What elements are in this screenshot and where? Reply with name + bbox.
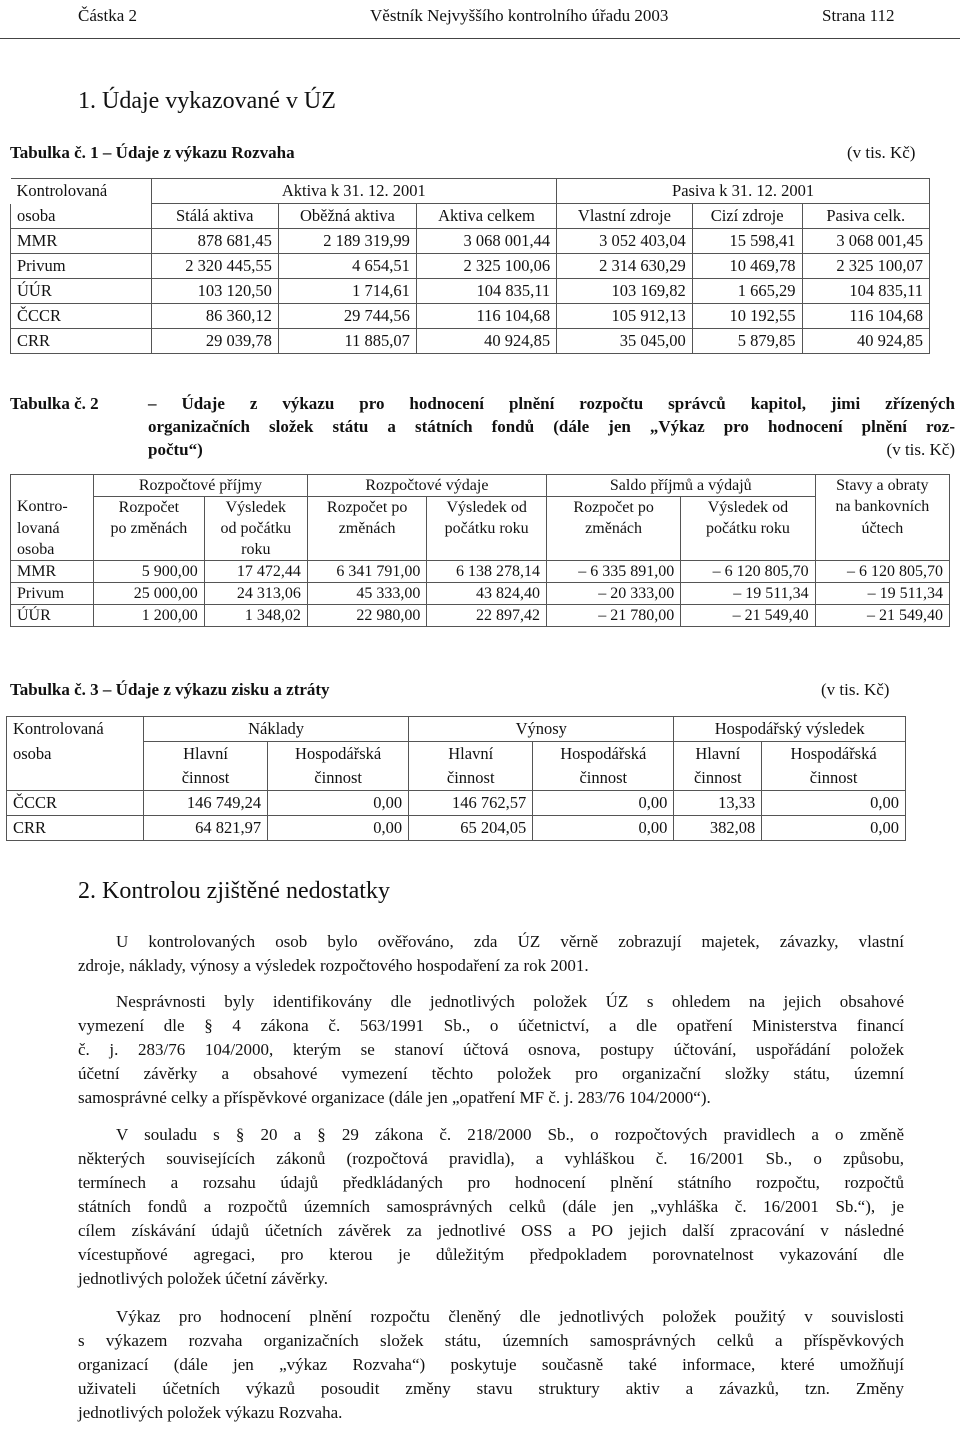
- cell: 35 045,00: [557, 329, 693, 354]
- group-costs: Náklady: [144, 717, 409, 742]
- cell: 146 749,24: [144, 791, 268, 816]
- column-header: Hospodářská: [533, 742, 674, 767]
- cell: 6 138 278,14: [427, 561, 547, 583]
- group-pasiva: Pasiva k 31. 12. 2001: [557, 179, 930, 204]
- paragraph-3: [78, 1123, 904, 1291]
- text-line: vícestupňové agregaci, pro kterou je důležitým předpokladem porovnatelnost vykazování dle: [78, 1245, 904, 1264]
- cell: 2 325 100,06: [416, 254, 556, 279]
- text-line: organizací (dále jen „výkaz Rozvaha“) poskytuje současně také informace, které umožňují: [78, 1355, 904, 1374]
- cell: 15 598,41: [692, 229, 802, 254]
- row-entity: ČCCR: [11, 304, 152, 329]
- cell: 0,00: [762, 791, 906, 816]
- table-row: [7, 791, 906, 816]
- group-revenue: Rozpočtové příjmy: [94, 475, 308, 497]
- cell: – 6 120 805,70: [681, 561, 815, 583]
- cell: 116 104,68: [416, 304, 556, 329]
- cell: 22 897,42: [427, 605, 547, 627]
- cell: 104 835,11: [416, 279, 556, 304]
- cell: – 21 549,40: [681, 605, 815, 627]
- table3-caption: Tabulka č. 3 – Údaje z výkazu zisku a ztráty: [10, 680, 330, 699]
- table2-caption-line: – Údaje z výkazu pro hodnocení plnění rozpočtu správců kapitol, jimi zřízených: [148, 394, 955, 413]
- table-row: [11, 304, 930, 329]
- column-header: účtech: [815, 518, 949, 539]
- column-header: Hlavní: [409, 742, 533, 767]
- table2-caption-line: organizačních složek státu a státních fondů (dále jen „Výkaz pro hodnocení plnění roz-: [148, 417, 955, 436]
- cell: 878 681,45: [151, 229, 278, 254]
- cell: 146 762,57: [409, 791, 533, 816]
- cell: 3 068 001,44: [416, 229, 556, 254]
- column-header: počátku roku: [427, 518, 547, 539]
- cell: 2 325 100,07: [802, 254, 929, 279]
- text-line: účetní závěrky a obsahové vymezení těchto položek pro organizační složky státu, územní: [78, 1064, 904, 1083]
- entity-label: osoba: [11, 204, 152, 229]
- table2: [10, 474, 950, 627]
- cell: 43 824,40: [427, 583, 547, 605]
- column-header: změnách: [546, 518, 680, 539]
- cell: 0,00: [268, 791, 409, 816]
- column-header: činnost: [762, 766, 906, 791]
- text-line: U kontrolovaných osob bylo ověřováno, zda ÚZ věrně zobrazují majetek, závazky, vlastní: [116, 932, 904, 951]
- text-line: Výkaz pro hodnocení plnění rozpočtu členěný dle jednotlivých položek použitý v souvislosti: [116, 1307, 904, 1326]
- text-line: jednotlivých položek účetní závěrky.: [78, 1269, 329, 1288]
- cell: 105 912,13: [557, 304, 693, 329]
- cell: 103 169,82: [557, 279, 693, 304]
- cell: 17 472,44: [204, 561, 307, 583]
- column-header: Hlavní: [674, 742, 762, 767]
- table-row: [11, 329, 930, 354]
- table1: [10, 178, 930, 354]
- text-line: státních fondů a rozpočtů územních samosprávných celků (dále jen „vyhláška č. 16/2001 Sb.“), je: [78, 1197, 904, 1216]
- column-header: Výsledek od: [681, 497, 815, 519]
- entity-label: osoba: [11, 539, 94, 561]
- column-header: počátku roku: [681, 518, 815, 539]
- cell: 104 835,11: [802, 279, 929, 304]
- row-entity: MMR: [11, 229, 152, 254]
- table3: [6, 716, 906, 841]
- paragraph-2: [78, 990, 904, 1110]
- group-aktiva: Aktiva k 31. 12. 2001: [151, 179, 557, 204]
- text-line: s výkazem rozvaha organizačních složek státu, územních samosprávných celků a příspěvkových: [78, 1331, 904, 1350]
- group-result: Hospodářský výsledek: [674, 717, 906, 742]
- cell: 11 885,07: [278, 329, 416, 354]
- cell: 2 314 630,29: [557, 254, 693, 279]
- column-header: Rozpočet: [94, 497, 205, 519]
- text-line: V souladu s § 20 a § 29 zákona č. 218/2000 Sb., o rozpočtových pravidlech a o změně: [116, 1125, 904, 1144]
- page-header: [0, 0, 960, 39]
- column-header: Pasiva celk.: [802, 204, 929, 229]
- cell: 40 924,85: [802, 329, 929, 354]
- table1-caption: Tabulka č. 1 – Údaje z výkazu Rozvaha: [10, 143, 295, 162]
- group-expenditure: Rozpočtové výdaje: [307, 475, 546, 497]
- cell: 5 900,00: [94, 561, 205, 583]
- entity-label: Kontrolovaná: [7, 717, 144, 742]
- cell: 10 469,78: [692, 254, 802, 279]
- cell: 4 654,51: [278, 254, 416, 279]
- cell: 1 665,29: [692, 279, 802, 304]
- cell: – 21 780,00: [546, 605, 680, 627]
- entity-label: Kontrolovaná: [11, 179, 152, 204]
- table1-unit: (v tis. Kč): [847, 143, 916, 162]
- column-header: Hospodářská: [268, 742, 409, 767]
- table2-unit: (v tis. Kč): [886, 440, 955, 459]
- group-bank: Stavy a obraty: [815, 475, 949, 497]
- column-header: činnost: [409, 766, 533, 791]
- column-header: činnost: [674, 766, 762, 791]
- group-balance: Saldo příjmů a výdajů: [546, 475, 815, 497]
- cell: 65 204,05: [409, 816, 533, 841]
- row-entity: ÚÚR: [11, 605, 94, 627]
- column-header: na bankovních: [815, 497, 949, 519]
- cell: 10 192,55: [692, 304, 802, 329]
- cell: – 21 549,40: [815, 605, 949, 627]
- header-page: Strana 112: [822, 6, 895, 25]
- column-header: činnost: [144, 766, 268, 791]
- column-header: Vlastní zdroje: [557, 204, 693, 229]
- column-header: Stálá aktiva: [151, 204, 278, 229]
- paragraph-1: [78, 930, 904, 978]
- table-row: [11, 279, 930, 304]
- table3-unit: (v tis. Kč): [821, 680, 890, 699]
- cell: 6 341 791,00: [307, 561, 427, 583]
- section2-title: 2. Kontrolou zjištěné nedostatky: [78, 878, 390, 904]
- text-line: některých souvisejících zákonů (rozpočtová pravidla), a vyhláškou č. 16/2001 Sb., o způsobu,: [78, 1149, 904, 1168]
- column-header: roku: [204, 539, 307, 561]
- text-line: č. j. 283/76 104/2000, kterým se stanoví účtová osnova, postupy účtování, uspořádání položek: [78, 1040, 904, 1059]
- text-line: zdroje, náklady, výnosy a výsledek rozpočtového hospodaření za rok 2001.: [78, 956, 589, 975]
- row-entity: ČCCR: [7, 791, 144, 816]
- cell: 24 313,06: [204, 583, 307, 605]
- column-header: Rozpočet po: [546, 497, 680, 519]
- cell: 40 924,85: [416, 329, 556, 354]
- cell: 5 879,85: [692, 329, 802, 354]
- row-entity: CRR: [11, 329, 152, 354]
- cell: – 6 120 805,70: [815, 561, 949, 583]
- column-header: činnost: [268, 766, 409, 791]
- cell: 3 052 403,04: [557, 229, 693, 254]
- cell: 0,00: [762, 816, 906, 841]
- text-line: Nesprávnosti byly identifikovány dle jednotlivých položek ÚZ s ohledem na jejich obsahové: [116, 992, 904, 1011]
- cell: 1 714,61: [278, 279, 416, 304]
- group-revenues: Výnosy: [409, 717, 674, 742]
- column-header: činnost: [533, 766, 674, 791]
- column-header: od počátku: [204, 518, 307, 539]
- cell: 1 348,02: [204, 605, 307, 627]
- table2-caption-line: počtu“): [148, 440, 203, 459]
- cell: 29 744,56: [278, 304, 416, 329]
- column-header: Cizí zdroje: [692, 204, 802, 229]
- column-header: změnách: [307, 518, 427, 539]
- cell: 22 980,00: [307, 605, 427, 627]
- column-header: Hospodářská: [762, 742, 906, 767]
- cell: – 6 335 891,00: [546, 561, 680, 583]
- column-header: Výsledek: [204, 497, 307, 519]
- cell: – 20 333,00: [546, 583, 680, 605]
- row-entity: MMR: [11, 561, 94, 583]
- table-row: [11, 583, 950, 605]
- table-row: [11, 561, 950, 583]
- cell: 382,08: [674, 816, 762, 841]
- entity-label: lovaná: [11, 518, 94, 539]
- cell: 13,33: [674, 791, 762, 816]
- text-line: uživateli účetních výkazů posoudit změny stavu struktury aktiv a závazků, tzn. Změny: [78, 1379, 904, 1398]
- column-header: po změnách: [94, 518, 205, 539]
- text-line: vymezení dle § 4 zákona č. 563/1991 Sb., o účetnictví, a dle opatření Ministerstva financí: [78, 1016, 904, 1035]
- text-line: termínech a rozsahu údajů předkládaných pro hodnocení plnění státního rozpočtu, rozpočtů: [78, 1173, 904, 1192]
- text-line: jednotlivých položek výkazu Rozvaha.: [78, 1403, 343, 1422]
- entity-label: Kontro-: [11, 497, 94, 519]
- cell: 64 821,97: [144, 816, 268, 841]
- cell: – 19 511,34: [681, 583, 815, 605]
- cell: 29 039,78: [151, 329, 278, 354]
- column-header: Oběžná aktiva: [278, 204, 416, 229]
- row-entity: Privum: [11, 583, 94, 605]
- cell: – 19 511,34: [815, 583, 949, 605]
- header-part: Částka 2: [78, 6, 138, 25]
- column-header: Hlavní: [144, 742, 268, 767]
- column-header: Výsledek od: [427, 497, 547, 519]
- column-header: Rozpočet po: [307, 497, 427, 519]
- table-row: [7, 816, 906, 841]
- section1-title: 1. Údaje vykazované v ÚZ: [78, 88, 336, 114]
- cell: 0,00: [533, 791, 674, 816]
- table-row: [11, 605, 950, 627]
- text-line: samosprávné celky a příspěvkové organizace (dále jen „opatření MF č. j. 283/76 104/2000“).: [78, 1088, 711, 1107]
- cell: 1 200,00: [94, 605, 205, 627]
- row-entity: CRR: [7, 816, 144, 841]
- header-journal: Věstník Nejvyššího kontrolního úřadu 2003: [370, 6, 669, 25]
- cell: 103 120,50: [151, 279, 278, 304]
- table-row: [11, 254, 930, 279]
- cell: 116 104,68: [802, 304, 929, 329]
- row-entity: ÚÚR: [11, 279, 152, 304]
- cell: 25 000,00: [94, 583, 205, 605]
- cell: 3 068 001,45: [802, 229, 929, 254]
- column-header: Aktiva celkem: [416, 204, 556, 229]
- cell: 45 333,00: [307, 583, 427, 605]
- paragraph-4: [78, 1305, 904, 1425]
- cell: 2 189 319,99: [278, 229, 416, 254]
- text-line: cílem získávání údajů účetních závěrek za jednotlivé OSS a PO jejich další zpracování v následné: [78, 1221, 904, 1240]
- table2-caption-label: Tabulka č. 2: [10, 394, 99, 413]
- table2-caption: [10, 392, 955, 461]
- cell: 0,00: [533, 816, 674, 841]
- entity-label: osoba: [7, 742, 144, 767]
- cell: 86 360,12: [151, 304, 278, 329]
- table-row: [11, 229, 930, 254]
- cell: 0,00: [268, 816, 409, 841]
- cell: 2 320 445,55: [151, 254, 278, 279]
- row-entity: Privum: [11, 254, 152, 279]
